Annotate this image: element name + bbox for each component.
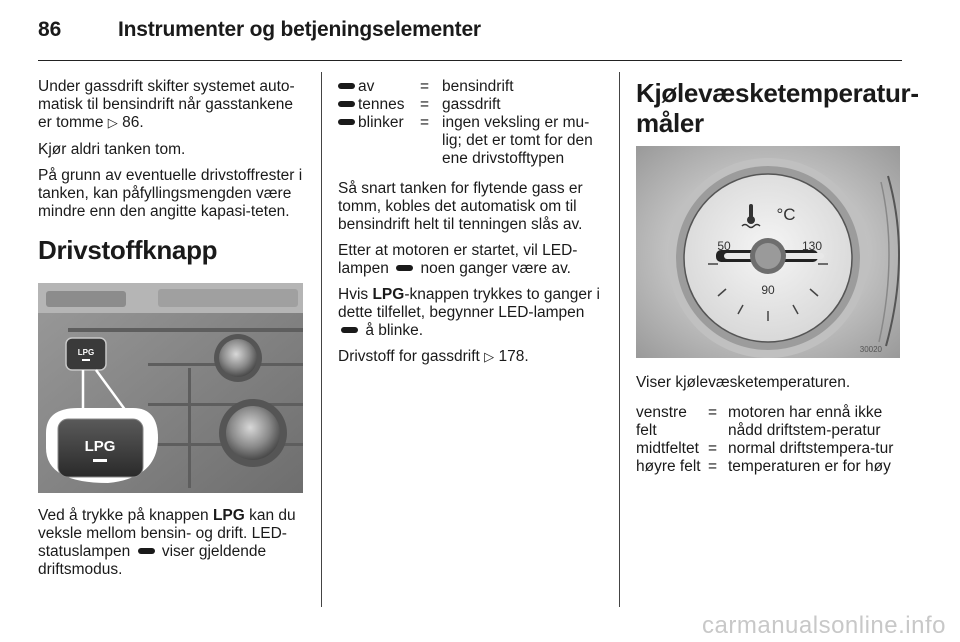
gauge-intro: Viser kjølevæsketemperaturen. xyxy=(636,374,851,391)
temperature-field-row xyxy=(636,440,904,458)
led-status-icon xyxy=(341,327,358,333)
led-mode-list xyxy=(338,78,606,168)
paragraph-never-empty: Kjør aldri tanken tom. xyxy=(38,141,186,158)
page-reference[interactable]: 178. xyxy=(498,348,529,365)
paragraph-text: -knappen trykkes to ganger i dette tilfellet, begynner LED-lampen xyxy=(338,286,600,321)
lpg-button-label-large: LPG xyxy=(84,438,116,455)
led-mode-row xyxy=(338,78,606,96)
lpg-button-label-small: LPG xyxy=(77,348,95,357)
equals-sign: = xyxy=(420,96,430,113)
led-mode-term xyxy=(338,114,420,168)
led-mode-definition: ingen veksling er mu-lig; det er tomt for den ene drivstofftypen xyxy=(442,114,593,167)
temperature-field-row xyxy=(636,458,904,476)
led-mode-term xyxy=(338,96,420,114)
led-mode-definition: bensindrift xyxy=(442,78,514,95)
page-reference-icon: ▷ xyxy=(107,116,118,131)
equals-sign: = xyxy=(420,114,430,131)
paragraph-residual-fuel: På grunn av eventuelle drivstoffrester i tanken, kan påfyllingsmengden være mindre enn den angitte kapasi-teten. xyxy=(38,167,303,220)
temperature-field-term: midtfeltet xyxy=(636,440,699,457)
section-title-coolant-gauge: Kjølevæsketemperatur-måler xyxy=(636,78,919,138)
paragraph-lpg-double-press xyxy=(338,286,606,340)
caption-text: viser gjeldende driftsmodus. xyxy=(38,543,267,578)
caption-lpg-keyword: LPG xyxy=(212,507,245,524)
gauge-unit: °C xyxy=(776,205,796,224)
column-3 xyxy=(636,78,919,484)
header-divider xyxy=(38,60,902,61)
led-status-icon xyxy=(396,265,413,271)
temperature-field-term: venstre felt xyxy=(636,404,687,439)
column-1 xyxy=(38,78,306,587)
equals-sign: = xyxy=(708,440,718,457)
caption-text: kan du veksle mellom bensin- og drift. LED-statuslampen xyxy=(38,507,296,560)
equals-sign: = xyxy=(708,404,718,421)
paragraph-text: å blinke. xyxy=(365,322,424,339)
temperature-field-row xyxy=(636,404,904,440)
paragraph-gas-to-petrol xyxy=(38,78,306,133)
led-mode-label: av xyxy=(358,78,375,95)
paragraph-text: Under gassdrift skifter systemet auto-matisk til bensindrift når gasstankene er tomme xyxy=(38,78,295,131)
paragraph-text: noen ganger være av. xyxy=(420,260,571,277)
column-divider-1 xyxy=(321,72,322,607)
led-mode-row xyxy=(338,96,606,114)
column-2 xyxy=(338,78,606,375)
caption-lpg-button xyxy=(38,507,306,579)
paragraph-led-off xyxy=(338,242,606,278)
paragraph-text: Hvis xyxy=(338,286,369,303)
figure-number: 30020 xyxy=(859,345,882,354)
equals-sign: = xyxy=(708,458,718,475)
paragraph-gas-fuel-ref xyxy=(338,348,606,367)
led-icon xyxy=(338,101,355,107)
gauge-tick-50: 50 xyxy=(717,239,731,253)
paragraph-text: Drivstoff for gassdrift xyxy=(338,348,480,365)
led-mode-row xyxy=(338,114,606,168)
page-title: Instrumenter og betjeningselementer xyxy=(118,18,481,41)
gauge-tick-130: 130 xyxy=(801,239,823,253)
page-reference[interactable]: 86. xyxy=(122,114,144,131)
led-icon xyxy=(338,83,355,89)
led-mode-definition: gassdrift xyxy=(442,96,501,113)
equals-sign: = xyxy=(420,78,430,95)
paragraph-auto-switch: Så snart tanken for flytende gass er tomm, kobles det automatisk om til bensindrift helt til tenningen slås av. xyxy=(338,180,583,233)
led-mode-term xyxy=(338,78,420,96)
page-reference-icon: ▷ xyxy=(484,350,495,365)
page-number: 86 xyxy=(38,18,62,41)
led-mode-label: tennes xyxy=(358,96,405,113)
gauge-tick-90: 90 xyxy=(761,283,775,297)
temperature-field-definition: normal driftstempera-tur xyxy=(728,440,894,457)
led-mode-label: blinker xyxy=(358,114,404,131)
coolant-gauge-photo xyxy=(636,146,904,358)
led-icon xyxy=(338,119,355,125)
section-title-fuel-button: Drivstoffknapp xyxy=(38,235,218,265)
temperature-field-term: høyre felt xyxy=(636,458,701,475)
lpg-keyword: LPG xyxy=(372,286,405,303)
lpg-button-photo xyxy=(38,283,306,493)
column-divider-2 xyxy=(619,72,620,607)
paragraph-text: Etter at motoren er startet, vil LED-lampen xyxy=(338,242,578,277)
page-header xyxy=(38,18,902,58)
temperature-field-definition: motoren har ennå ikke nådd driftstem-peratur xyxy=(728,404,883,439)
caption-text: Ved å trykke på knappen xyxy=(38,507,209,524)
watermark: carmanualsonline.info xyxy=(702,612,946,639)
temperature-field-definition: temperaturen er for høy xyxy=(728,458,891,475)
led-status-icon xyxy=(138,548,155,554)
temperature-field-list xyxy=(636,404,904,476)
